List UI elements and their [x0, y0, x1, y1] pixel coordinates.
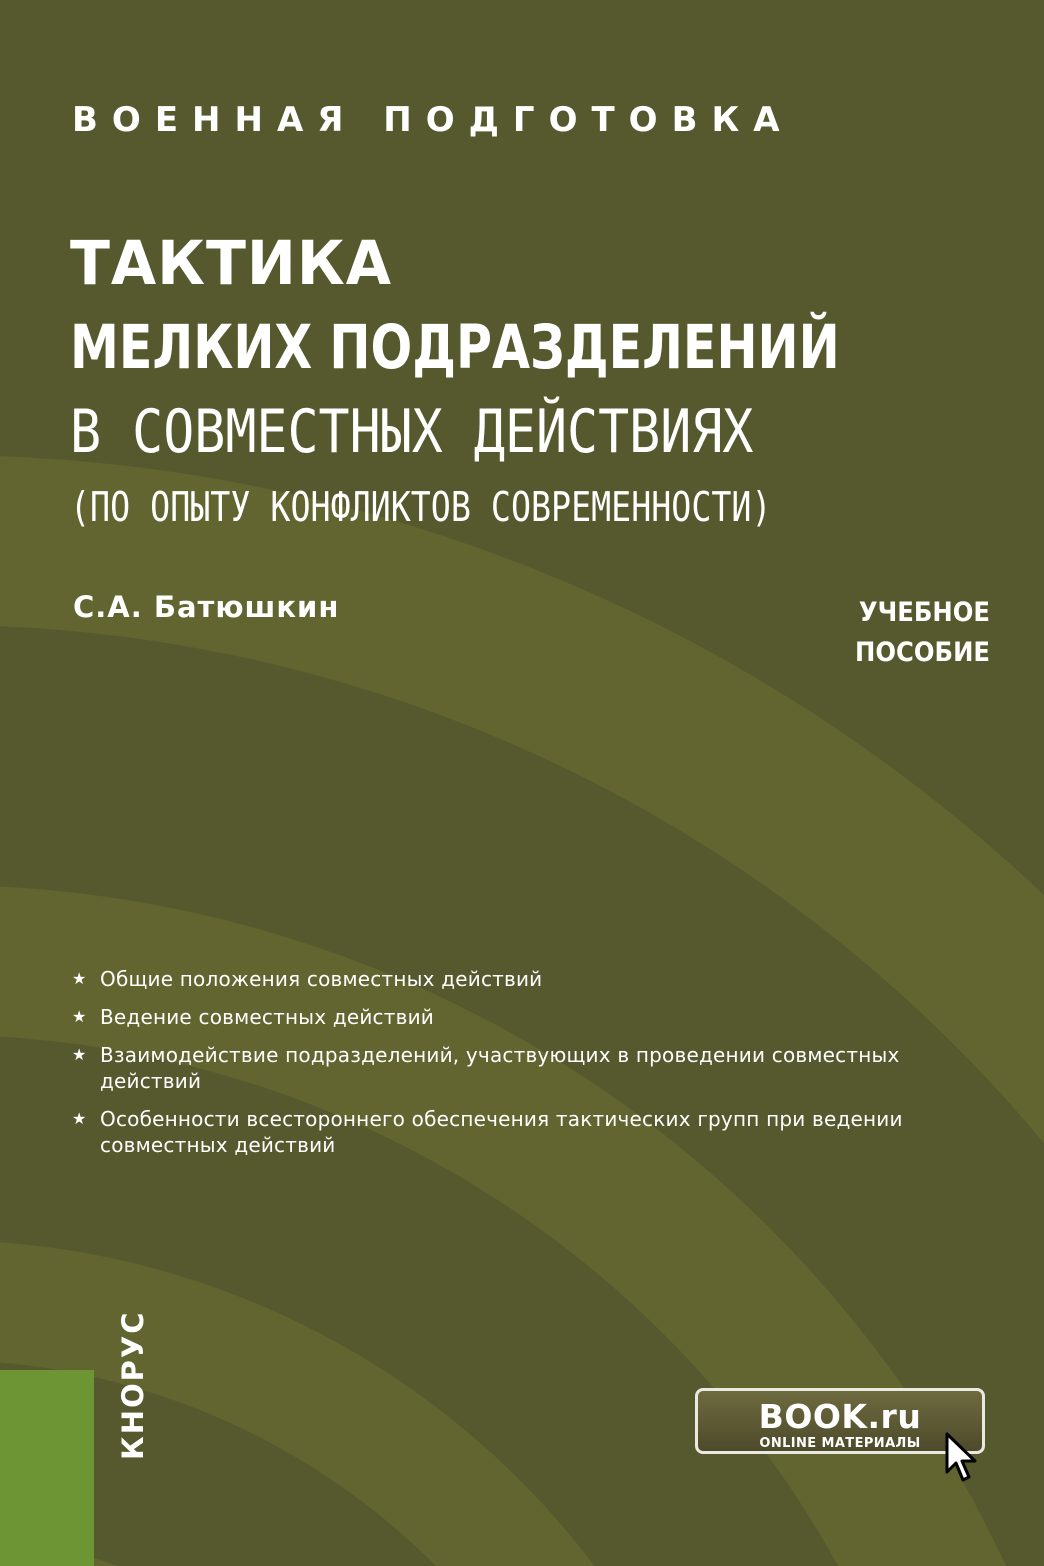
- topic-text: Особенности всестороннего обеспечения тактических групп при ведении совместных действий: [100, 1107, 903, 1157]
- topic-text: Ведение совместных действий: [100, 1005, 434, 1029]
- title-line-1: ТАКТИКА: [70, 228, 393, 299]
- star-icon: ★: [72, 969, 87, 988]
- bookru-online-button[interactable]: [695, 1388, 985, 1454]
- series-label: ВОЕННАЯ ПОДГОТОВКА: [72, 100, 794, 140]
- accent-green-block: [0, 1370, 94, 1566]
- title-line-3: В СОВМЕСТНЫХ ДЕЙСТВИЯХ: [70, 397, 754, 467]
- document-type: [790, 593, 990, 673]
- bookru-tagline: ONLINE МАТЕРИАЛЫ: [759, 1436, 921, 1451]
- author-name: С.А. Батюшкин: [73, 590, 340, 624]
- star-icon: ★: [72, 1109, 87, 1128]
- list-item: [72, 1106, 992, 1158]
- book-title: [70, 222, 1026, 540]
- topic-text: Общие положения совместных действий: [100, 967, 543, 991]
- cursor-arrow-icon: [944, 1432, 978, 1484]
- list-item: [72, 1042, 992, 1094]
- title-subtitle: (ПО ОПЫТУ КОНФЛИКТОВ СОВРЕМЕННОСТИ): [70, 483, 772, 531]
- title-line-2: МЕЛКИХ ПОДРАЗДЕЛЕНИЙ: [70, 312, 840, 383]
- topic-text: Взаимодействие подразделений, участвующих в проведении совместных действий: [100, 1043, 900, 1093]
- star-icon: ★: [72, 1045, 87, 1064]
- document-type-line-2: ПОСОБИЕ: [855, 637, 990, 668]
- star-icon: ★: [72, 1007, 87, 1026]
- topics-list: [72, 966, 992, 1170]
- publisher-logo: КНОРУС: [116, 1310, 150, 1460]
- list-item: [72, 1004, 992, 1030]
- list-item: [72, 966, 992, 992]
- bookru-brand: BOOK.ru: [758, 1397, 922, 1436]
- document-type-line-1: УЧЕБНОЕ: [858, 597, 990, 628]
